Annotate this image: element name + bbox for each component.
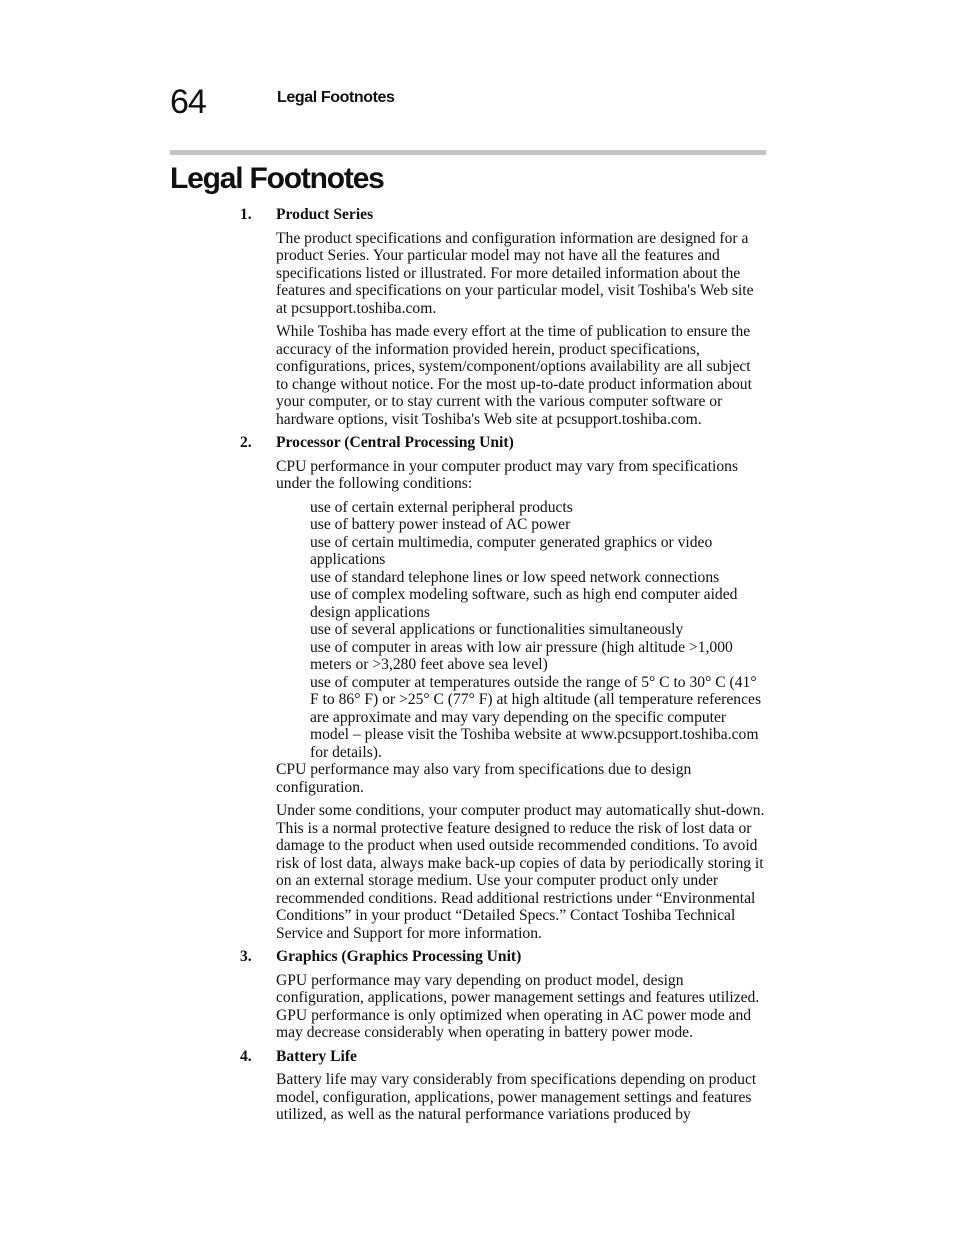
footnote-graphics [240,948,766,1042]
footnote-title: Product Series [276,206,374,223]
footnote-heading [240,948,766,966]
conditions-list [310,499,766,762]
footnote-heading [240,206,766,224]
footnote-title: Battery Life [276,1047,357,1065]
paragraph: GPU performance may vary depending on product model, design configuration, applications, power management settings and features utilized. GPU performance is only optimized when operating in AC power mode and may decrease considerably when operating in battery power mode. [276,971,760,1041]
paragraph: CPU performance in your computer product may vary from specifications under the following conditions: [276,457,739,492]
footnote-battery-life [240,1048,766,1124]
footnote-number: 4. [240,1047,252,1065]
footnote-product-series [240,206,766,428]
footnote-body [276,1071,766,1124]
list-item: use of complex modeling software, such as high end computer aided design applications [310,586,738,621]
page-title: Legal Footnotes [170,162,384,195]
footnote-body [276,230,766,429]
footnote-title: Processor (Central Processing Unit) [276,434,514,451]
footnote-number: 2. [240,434,252,451]
footnote-title: Graphics (Graphics Processing Unit) [276,948,522,965]
page-number: 64 [170,83,206,121]
paragraph: While Toshiba has made every effort at the time of publication to ensure the accuracy of the information provided herein, product specifications, configurations, prices, system/component/options availability are all subject to change without notice. For the most up-to-date product information about your computer, or to stay current with the various computer software or hardware options, visit Toshiba's Web site at pcsupport.toshiba.com. [276,323,752,428]
paragraph: The product specifications and configuration information are designed for a product Series. Your particular model may not have all the features and specifications listed or illustrated. For more detailed information about the features and specifications on your particular model, visit Toshiba's Web site at pcsupport.toshiba.com. [276,229,754,317]
list-item: use of battery power instead of AC power [310,516,571,533]
paragraph: Under some conditions, your computer product may automatically shut-down. This is a normal protective feature designed to reduce the risk of lost data or damage to the product when used outside recommended conditions. To avoid risk of lost data, always make back-up copies of data by periodically storing it on an external storage medium. Use your computer product only under recommended conditions. Read additional restrictions under “Environmental Conditions” in your product “Detailed Specs.” Contact Toshiba Technical Service and Support for more information. [276,802,765,942]
list-item: use of certain multimedia, computer generated graphics or video applications [310,533,713,568]
list-item: use of computer at temperatures outside the range of 5° C to 30° C (41° F to 86° F) or >25° C (77° F) at high altitude (all temperature references are approximate and may vary depending on the specific computer model – please visit the Toshiba website at www.pcsupport.toshiba.com for details). [310,673,762,761]
footnotes-list [240,206,766,1124]
header-rule [170,150,766,155]
running-head: Legal Footnotes [277,89,395,106]
list-item: use of certain external peripheral products [310,498,573,516]
footnote-heading [240,1048,766,1066]
list-item: use of standard telephone lines or low speed network connections [310,568,720,586]
footnote-processor [240,434,766,942]
list-item: use of computer in areas with low air pressure (high altitude >1,000 meters or >3,280 feet above sea level) [310,638,733,673]
footnote-number: 3. [240,948,252,965]
paragraph: Battery life may vary considerably from specifications depending on product model, configuration, applications, power management settings and features utilized, as well as the natural performance variations produced by [276,1071,757,1123]
footnote-heading [240,434,766,452]
footnote-number: 1. [240,206,252,223]
list-item: use of several applications or functionalities simultaneously [310,621,684,638]
paragraph: CPU performance may also vary from specifications due to design configuration. [276,761,692,796]
footnote-body [276,458,766,943]
footnote-body [276,972,766,1042]
